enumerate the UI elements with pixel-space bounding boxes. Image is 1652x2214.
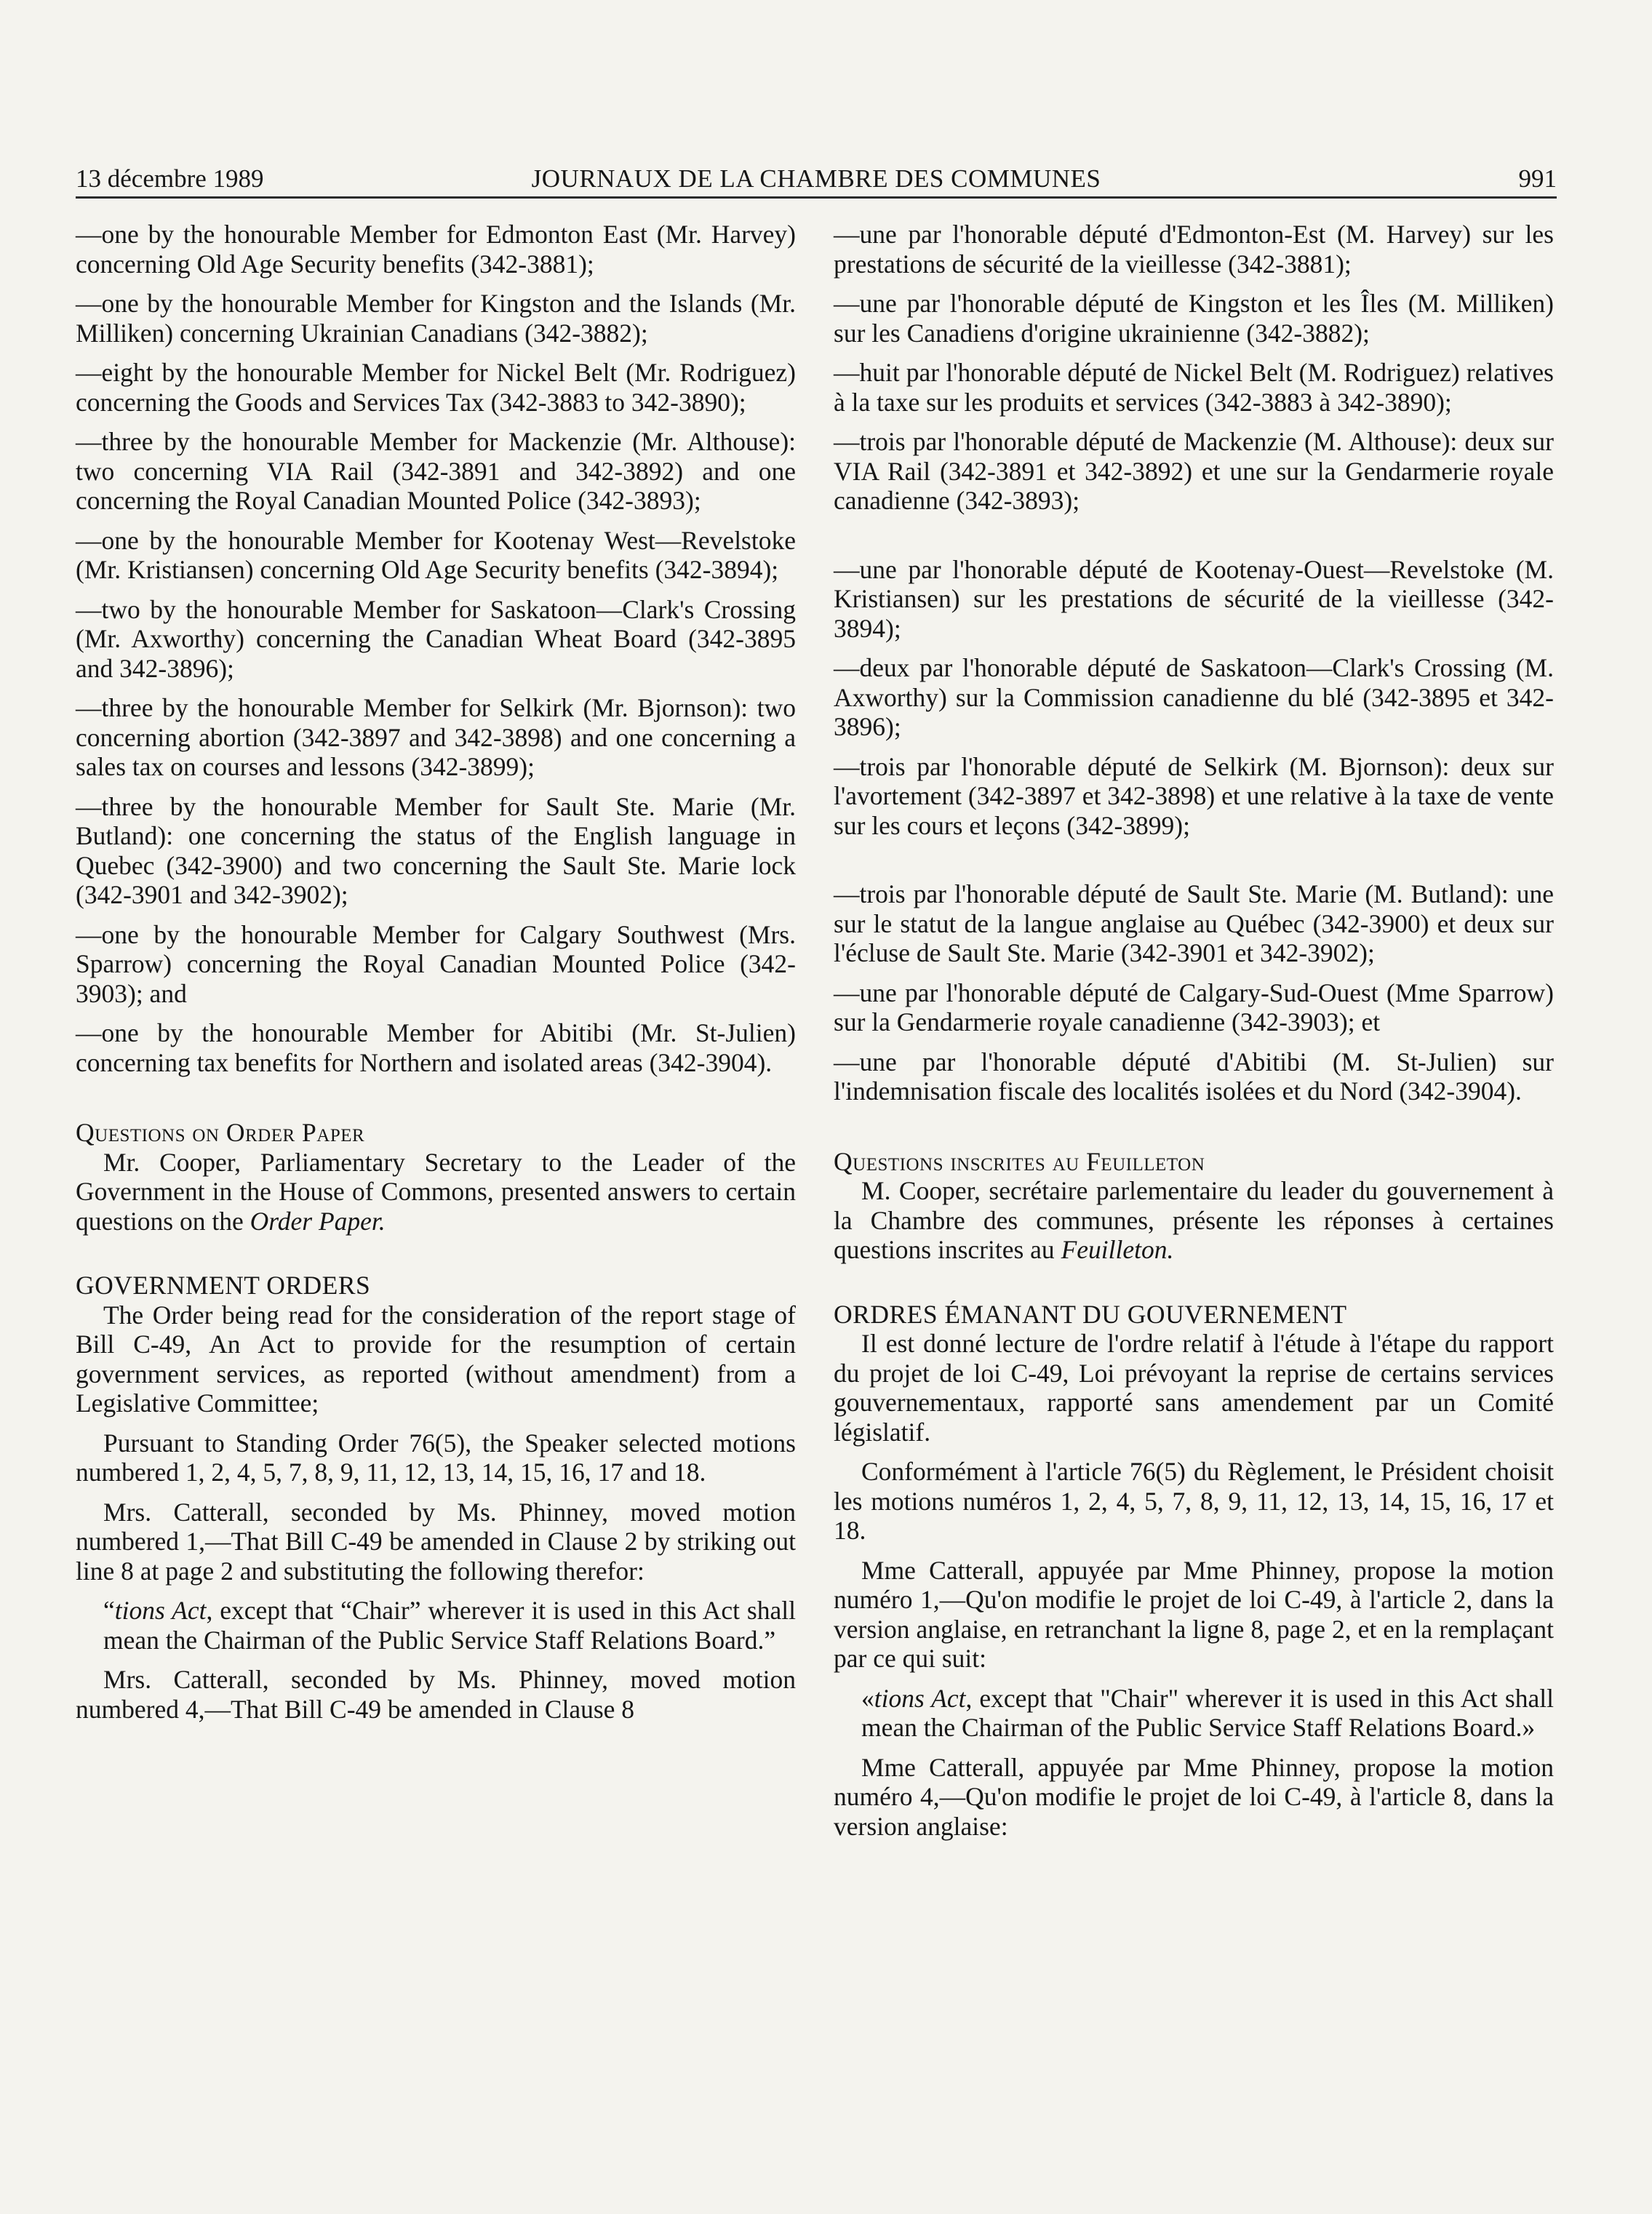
quote-open-mark: « xyxy=(861,1683,874,1713)
petition-item: —trois par l'honorable député de Sault Ste. Marie (M. Butland): une sur le statut de la langue anglaise au Québec (342-3900) et deux sur l'écluse de Sault Ste. Marie (342-3901 et 342-3902); xyxy=(834,879,1554,967)
questions-heading: Questions inscrites au Feuilleton xyxy=(834,1146,1205,1176)
quote-rest: , except that “Chair” wherever it is used in this Act shall mean the Chairman of the Public Service Staff Relations Board.” xyxy=(103,1596,796,1655)
motion-1-paragraph: Mrs. Catterall, seconded by Ms. Phinney, moved motion numbered 1,—That Bill C-49 be amended in Clause 2 by striking out line 8 at page 2 and substituting the following therefor: xyxy=(76,1497,796,1586)
petition-item: —one by the honourable Member for Calgary Southwest (Mrs. Sparrow) concerning the Royal Canadian Mounted Police (342-3903); and xyxy=(76,919,796,1008)
report-stage-paragraph: Il est donné lecture de l'ordre relatif à l'étude à l'étape du rapport du projet de loi C-49, Loi prévoyant la reprise de certains services gouvernementaux, rapporté sans amendement par un Comité législatif. xyxy=(834,1329,1554,1447)
quote-italic: tions Act xyxy=(114,1596,207,1625)
page-header xyxy=(76,161,1557,199)
motions-selected-paragraph: Conformément à l'article 76(5) du Règlement, le Président choisit les motions numéros 1, 2, 4, 5, 7, 8, 9, 11, 12, 13, 14, 15, 16, 17 et 18. xyxy=(834,1457,1554,1545)
questions-paragraph xyxy=(834,1176,1554,1265)
header-title: JOURNAUX DE LA CHAMBRE DES COMMUNES xyxy=(531,164,1101,193)
government-orders-heading: ORDRES ÉMANANT DU GOUVERNEMENT xyxy=(834,1299,1347,1329)
amendment-quote xyxy=(76,1596,796,1655)
quote-open-mark: “ xyxy=(103,1596,115,1625)
petition-item: —trois par l'honorable député de Selkirk (M. Bjornson): deux sur l'avortement (342-3897 et 342-3898) et une relative à la taxe de vente sur les cours et leçons (342-3899); xyxy=(834,751,1554,840)
motions-selected-paragraph: Pursuant to Standing Order 76(5), the Speaker selected motions numbered 1, 2, 4, 5, 7, 8, 9, 11, 12, 13, 14, 15, 16, 17 and 18. xyxy=(76,1428,796,1487)
petition-item: —two by the honourable Member for Saskatoon—Clark's Crossing (Mr. Axworthy) concerning the Canadian Wheat Board (342-3895 and 342-3896); xyxy=(76,594,796,683)
amendment-quote xyxy=(834,1684,1554,1743)
questions-paragraph xyxy=(76,1148,796,1236)
petition-item: —one by the honourable Member for Kootenay West—Revelstoke (Mr. Kristiansen) concerning Old Age Security benefits (342-3894); xyxy=(76,525,796,584)
feuilleton-italic: Feuilleton. xyxy=(1061,1235,1174,1264)
petition-item: —three by the honourable Member for Mackenzie (Mr. Althouse): two concerning VIA Rail (342-3891 and 342-3892) and one concerning the Royal Canadian Mounted Police (342-3893); xyxy=(76,427,796,515)
petition-item: —deux par l'honorable député de Saskatoon—Clark's Crossing (M. Axworthy) sur la Commission canadienne du blé (342-3895 et 342-3896); xyxy=(834,653,1554,741)
government-orders-heading: GOVERNMENT ORDERS xyxy=(76,1271,371,1300)
header-page-number: 991 xyxy=(1518,164,1557,193)
motion-4-paragraph: Mrs. Catterall, seconded by Ms. Phinney, moved motion numbered 4,—That Bill C-49 be amended in Clause 8 xyxy=(76,1665,796,1724)
motion-1-paragraph: Mme Catterall, appuyée par Mme Phinney, propose la motion numéro 1,—Qu'on modifie le projet de loi C-49, à l'article 2, dans la version anglaise, en retranchant la ligne 8, page 2, et en la remplaçant par ce qui suit: xyxy=(834,1555,1554,1673)
petition-item: —une par l'honorable député d'Edmonton-Est (M. Harvey) sur les prestations de sécurité de la vieillesse (342-3881); xyxy=(834,220,1554,279)
petition-item: —one by the honourable Member for Kingston and the Islands (Mr. Milliken) concerning Ukrainian Canadians (342-3882); xyxy=(76,289,796,348)
petition-item: —one by the honourable Member for Edmonton East (Mr. Harvey) concerning Old Age Security benefits (342-3881); xyxy=(76,220,796,279)
petition-item: —three by the honourable Member for Sault Ste. Marie (Mr. Butland): one concerning the status of the English language in Quebec (342-3900) and two concerning the Sault Ste. Marie lock (342-3901 and 342-3902); xyxy=(76,791,796,909)
questions-text: Mr. Cooper, Parliamentary Secretary to the Leader of the Government in the House of Commons, presented answers to certain questions on the xyxy=(76,1147,796,1236)
petition-item: —huit par l'honorable député de Nickel Belt (M. Rodriguez) relatives à la taxe sur les produits et services (342-3883 à 342-3890); xyxy=(834,358,1554,417)
petition-item: —trois par l'honorable député de Mackenzie (M. Althouse): deux sur VIA Rail (342-3891 et 342-3892) et une sur la Gendarmerie royale canadienne (342-3893); xyxy=(834,427,1554,515)
petition-item: —eight by the honourable Member for Nickel Belt (Mr. Rodriguez) concerning the Goods and Services Tax (342-3883 to 342-3890); xyxy=(76,358,796,417)
quote-italic: tions Act xyxy=(874,1683,966,1713)
report-stage-paragraph: The Order being read for the consideration of the report stage of Bill C-49, An Act to provide for the resumption of certain government services, as reported (without amendment) from a Legislative Committee; xyxy=(76,1300,796,1418)
french-column xyxy=(834,220,1554,1841)
petition-item: —three by the honourable Member for Selkirk (Mr. Bjornson): two concerning abortion (342-3897 and 342-3898) and one concerning a sales tax on courses and lessons (342-3899); xyxy=(76,693,796,781)
petition-item: —one by the honourable Member for Abitibi (Mr. St-Julien) concerning tax benefits for Northern and isolated areas (342-3904). xyxy=(76,1018,796,1077)
order-paper-italic: Order Paper. xyxy=(250,1206,386,1236)
petition-item: —une par l'honorable député d'Abitibi (M. St-Julien) sur l'indemnisation fiscale des localités isolées et du Nord (342-3904). xyxy=(834,1047,1554,1106)
petition-item: —une par l'honorable député de Kootenay-Ouest—Revelstoke (M. Kristiansen) sur les prestations de sécurité de la vieillesse (342-3894); xyxy=(834,554,1554,643)
questions-heading: Questions on Order Paper xyxy=(76,1118,365,1147)
header-date: 13 décembre 1989 xyxy=(76,164,264,193)
english-column xyxy=(76,220,796,1724)
questions-text: M. Cooper, secrétaire parlementaire du leader du gouvernement à la Chambre des communes, présente les réponses à certaines questions inscrites au xyxy=(834,1176,1554,1264)
quote-rest: , except that "Chair" wherever it is used in this Act shall mean the Chairman of the Public Service Staff Relations Board.» xyxy=(861,1683,1554,1742)
motion-4-paragraph: Mme Catterall, appuyée par Mme Phinney, propose la motion numéro 4,—Qu'on modifie le projet de loi C-49, à l'article 8, dans la version anglaise: xyxy=(834,1752,1554,1841)
petition-item: —une par l'honorable député de Calgary-Sud-Ouest (Mme Sparrow) sur la Gendarmerie royale canadienne (342-3903); et xyxy=(834,978,1554,1036)
petition-item: —une par l'honorable député de Kingston et les Îles (M. Milliken) sur les Canadiens d'origine ukrainienne (342-3882); xyxy=(834,289,1554,348)
